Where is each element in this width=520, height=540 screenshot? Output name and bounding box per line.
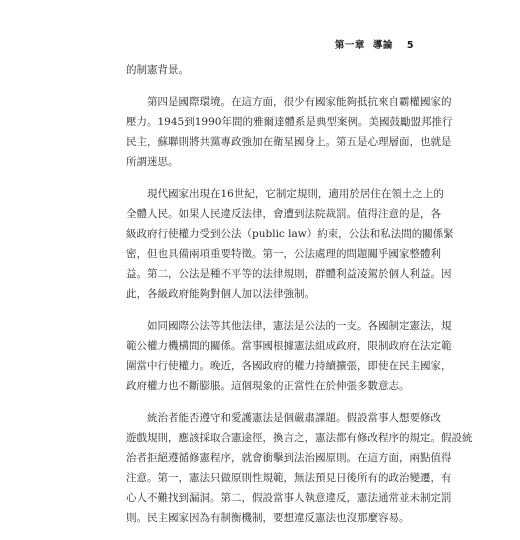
page-body [126, 60, 473, 540]
text-line: 政府權力也不斷膨脹。這個現象的正當性在於伸張多數意志。 [126, 380, 410, 392]
text-line: 的制憲背景。 [126, 64, 189, 76]
chapter-label: 第一章 [334, 40, 365, 51]
text-line: 壓力。1945到1990年間的雅爾達體系是典型案例。美國鼓勵盟邦推行 [126, 116, 453, 128]
section-title: 導論 [372, 40, 393, 51]
text-line: 如同國際公法等其他法律，憲法是公法的一支。各國制定憲法，規 [147, 320, 452, 332]
page-number: 5 [406, 40, 414, 51]
paragraph [126, 184, 454, 304]
paragraph [126, 408, 473, 528]
text-line: 密，但也具備兩項重要特徵。第一，公法處理的問題關乎國家整體利 [126, 248, 441, 260]
paragraph [126, 60, 399, 80]
paragraph [126, 316, 452, 396]
text-line: 全體人民。如果人民違反法律，會遭到法院裁罰。值得注意的是，各 [126, 208, 441, 220]
text-line: 此，各級政府能夠對個人加以法律強制。 [126, 288, 315, 300]
text-line: 級政府行使權力受到公法（public law）約束，公法和私法間的關係緊 [126, 228, 454, 240]
text-line: 統治者能否遵守和愛護憲法是個嚴肅課題。假設當事人想要修改 [147, 412, 441, 424]
text-line: 現代國家出現在16世紀，它制定規則，適用於居住在領土之上的 [147, 188, 444, 200]
text-line: 所謂迷思。 [126, 156, 179, 168]
text-line: 治者拒絕遵循修憲程序，就會衝擊到法治國原則。在這方面，兩點值得 [126, 452, 452, 464]
text-line: 益。第二，公法是種不平等的法律規則，群體利益凌駕於個人利益。因 [126, 268, 452, 280]
text-line: 民主，蘇聯則將共黨專政強加在衛星國身上。第五是心理層面，也就是 [126, 136, 452, 148]
text-line: 心人不難找到漏洞。第二，假設當事人執意違反，憲法通常並未制定罰 [126, 492, 452, 504]
text-line: 注意。第一，憲法只做原則性規範，無法預見日後所有的政治變遷，有 [126, 472, 452, 484]
running-header [335, 37, 414, 51]
text-line: 範公權力機構間的關係。當事國根據憲法組成政府，限制政府在法定範 [126, 340, 452, 352]
text-line: 則。民主國家因為有制衡機制，要想違反憲法也沒那麼容易。 [126, 512, 410, 524]
text-line: 圍當中行使權力。晚近，各國政府的權力持續擴張，即使在民主國家， [126, 360, 452, 372]
text-line: 遊戲規則，應該採取合憲途徑，換言之，憲法都有修改程序的規定。假設統 [126, 432, 473, 444]
text-line: 第四是國際環境。在這方面，很少有國家能夠抵抗來自霸權國家的 [147, 96, 452, 108]
paragraph [126, 92, 453, 172]
